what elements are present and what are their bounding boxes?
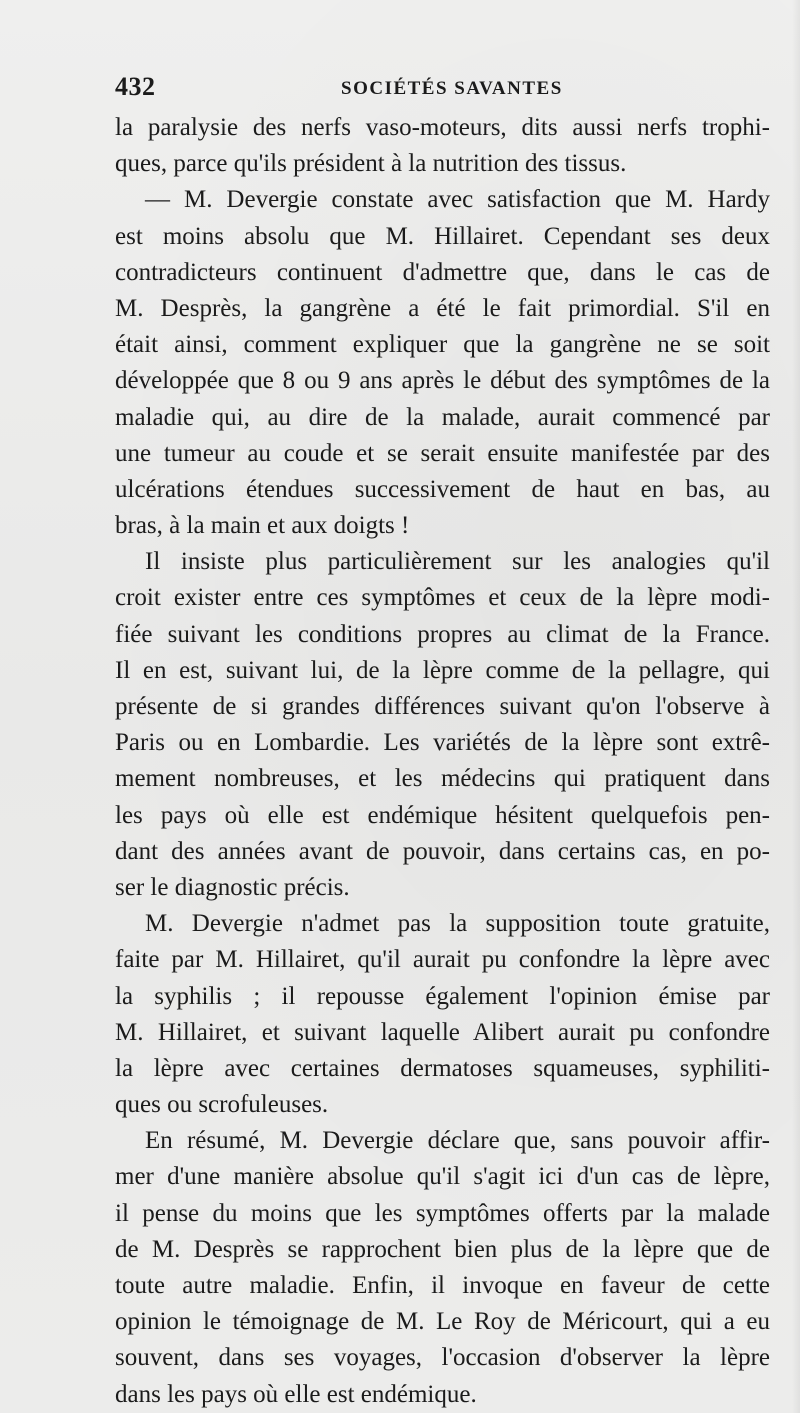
text-line: ulcérations étendues successivement de haut en bas, au [115,475,770,503]
text-line: bras, à la main et aux doigts ! [115,512,410,540]
text-line: M. Devergie n'admet pas la supposition toute gratuite, [145,910,770,938]
text-line: mement nombreuses, et les médecins qui pratiquent dans [115,765,770,793]
page-number: 432 [115,72,156,101]
text-line: ques, parce qu'ils président à la nutrition des tissus. [115,150,627,178]
text-line: Il en est, suivant lui, de la lèpre comme de la pellagre, qui [115,656,770,684]
text-line: M. Desprès, la gangrène a été le fait primordial. S'il en [115,294,770,322]
text-line: la lèpre avec certaines dermatoses squameuses, syphiliti- [115,1054,770,1082]
text-line: est moins absolu que M. Hillairet. Cependant ses deux [115,222,770,250]
text-line: fiée suivant les conditions propres au climat de la France. [115,620,770,648]
text-line: M. Hillairet, et suivant laquelle Alibert aurait pu confondre [115,1018,770,1046]
text-line: ques ou scrofuleuses. [115,1091,329,1119]
text-line: maladie qui, au dire de la malade, aurait commencé par [115,403,770,431]
text-line: la paralysie des nerfs vaso-moteurs, dits aussi nerfs trophi- [115,114,770,141]
text-line: la syphilis ; il repousse également l'opinion émise par [115,982,770,1010]
text-line: dant des années avant de pouvoir, dans certains cas, en po- [115,837,770,865]
text-line: mer d'une manière absolue qu'il s'agit ici d'un cas de lèpre, [115,1163,770,1191]
text-line: présente de si grandes différences suivant qu'on l'observe à [115,693,770,720]
text-line: les pays où elle est endémique hésitent quelquefois pen- [115,801,770,829]
text-line: ser le diagnostic précis. [115,873,350,901]
page-edge-shadow [792,0,800,1413]
page-header [115,72,775,104]
text-line: il pense du moins que les symptômes offerts par la malade [115,1199,770,1227]
text-line: Il insiste plus particulièrement sur les analogies qu'il [145,548,770,576]
text-line: contradicteurs continuent d'admettre que, dans le cas de [115,258,770,286]
text-line: En résumé, M. Devergie déclare que, sans pouvoir affir- [145,1127,770,1155]
text-line: faite par M. Hillairet, qu'il aurait pu confondre la lèpre avec [115,946,770,974]
body-text [115,110,770,1413]
text-line: développée que 8 ou 9 ans après le début des symptômes de la [115,367,770,395]
text-line: était ainsi, comment expliquer que la gangrène ne se soit [115,331,770,359]
text-line: souvent, dans ses voyages, l'occasion d'observer la lèpre [115,1344,770,1372]
text-line: dans les pays où elle est endémique. [115,1380,477,1408]
running-head: SOCIÉTÉS SAVANTES [341,78,563,99]
text-line: Paris ou en Lombardie. Les variétés de la lèpre sont extrê- [115,729,770,757]
text-line: opinion le témoignage de M. Le Roy de Méricourt, qui a eu [115,1308,770,1336]
text-line: toute autre maladie. Enfin, il invoque en faveur de cette [115,1272,770,1299]
text-line: une tumeur au coude et se serait ensuite manifestée par des [115,439,770,467]
text-line: croit exister entre ces symptômes et ceux de la lèpre modi- [115,584,770,612]
text-line: de M. Desprès se rapprochent bien plus de la lèpre que de [115,1235,770,1263]
text-line: — M. Devergie constate avec satisfaction que M. Hardy [145,186,770,214]
